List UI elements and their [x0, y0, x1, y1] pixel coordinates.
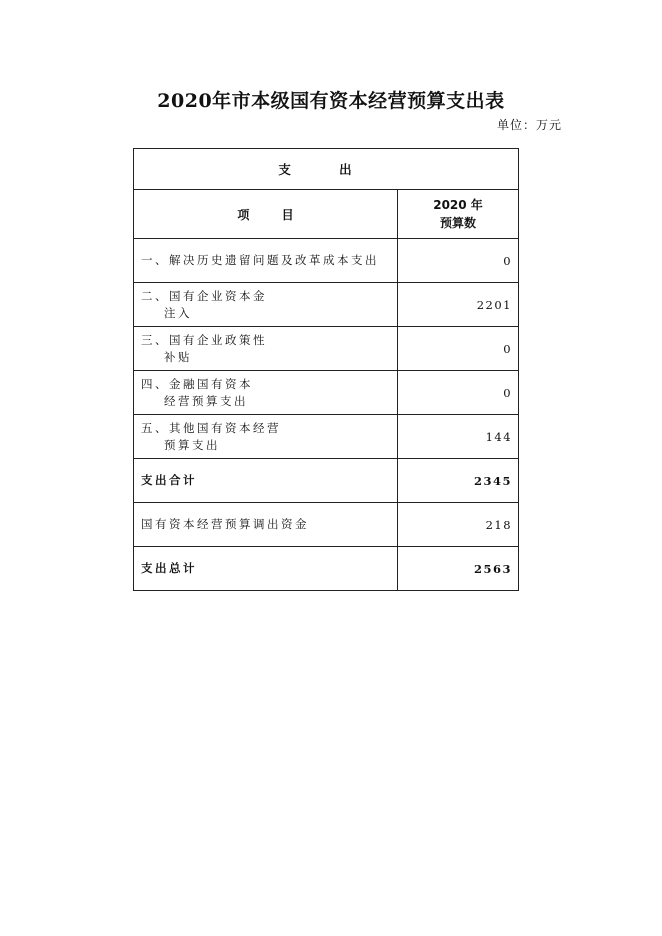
row-label-line1: 四、金融国有资本 — [141, 376, 253, 391]
column-header-budget-year: 2020 年 — [433, 198, 483, 212]
row-label-line2: 预算支出 — [164, 437, 220, 452]
grand-total-label: 支出总计 — [134, 547, 398, 591]
table-row — [134, 239, 519, 283]
row-value: 0 — [398, 371, 519, 415]
row-label-line2: 补贴 — [164, 349, 192, 364]
table-row — [134, 283, 519, 327]
budget-table — [133, 148, 519, 591]
grand-total-row — [134, 547, 519, 591]
table-row — [134, 371, 519, 415]
transfer-label: 国有资本经营预算调出资金 — [134, 503, 398, 547]
row-label — [134, 371, 398, 415]
subtotal-value: 2345 — [398, 459, 519, 503]
grand-total-value: 2563 — [398, 547, 519, 591]
row-label-line2: 经营预算支出 — [164, 393, 248, 408]
column-header-item: 项 目 — [134, 190, 398, 239]
table-header: 支 出 — [134, 149, 519, 190]
row-label-line1: 二、国有企业资本金 — [141, 288, 267, 303]
column-header-budget — [398, 190, 519, 239]
row-value: 144 — [398, 415, 519, 459]
column-header-budget-label: 预算数 — [440, 216, 477, 230]
row-label — [134, 283, 398, 327]
unit-label: 单位：万元 — [496, 118, 562, 132]
row-label-line1: 一、解决历史遗留问题及改革成本支出 — [141, 253, 379, 267]
row-label — [134, 327, 398, 371]
row-value: 0 — [398, 327, 519, 371]
row-label-line1: 五、其他国有资本经营 — [141, 420, 281, 435]
row-label-line1: 三、国有企业政策性 — [141, 332, 267, 347]
row-value: 0 — [398, 239, 519, 283]
row-label — [134, 239, 398, 283]
row-value: 2201 — [398, 283, 519, 327]
subtotal-label: 支出合计 — [134, 459, 398, 503]
row-label — [134, 415, 398, 459]
row-label-line2: 注入 — [164, 305, 192, 320]
transfer-row — [134, 503, 519, 547]
table-row — [134, 415, 519, 459]
page-title: 2020年市本级国有资本经营预算支出表 — [157, 90, 505, 112]
table-header-row — [134, 149, 519, 190]
column-header-row — [134, 190, 519, 239]
transfer-value: 218 — [398, 503, 519, 547]
subtotal-row — [134, 459, 519, 503]
table-row — [134, 327, 519, 371]
